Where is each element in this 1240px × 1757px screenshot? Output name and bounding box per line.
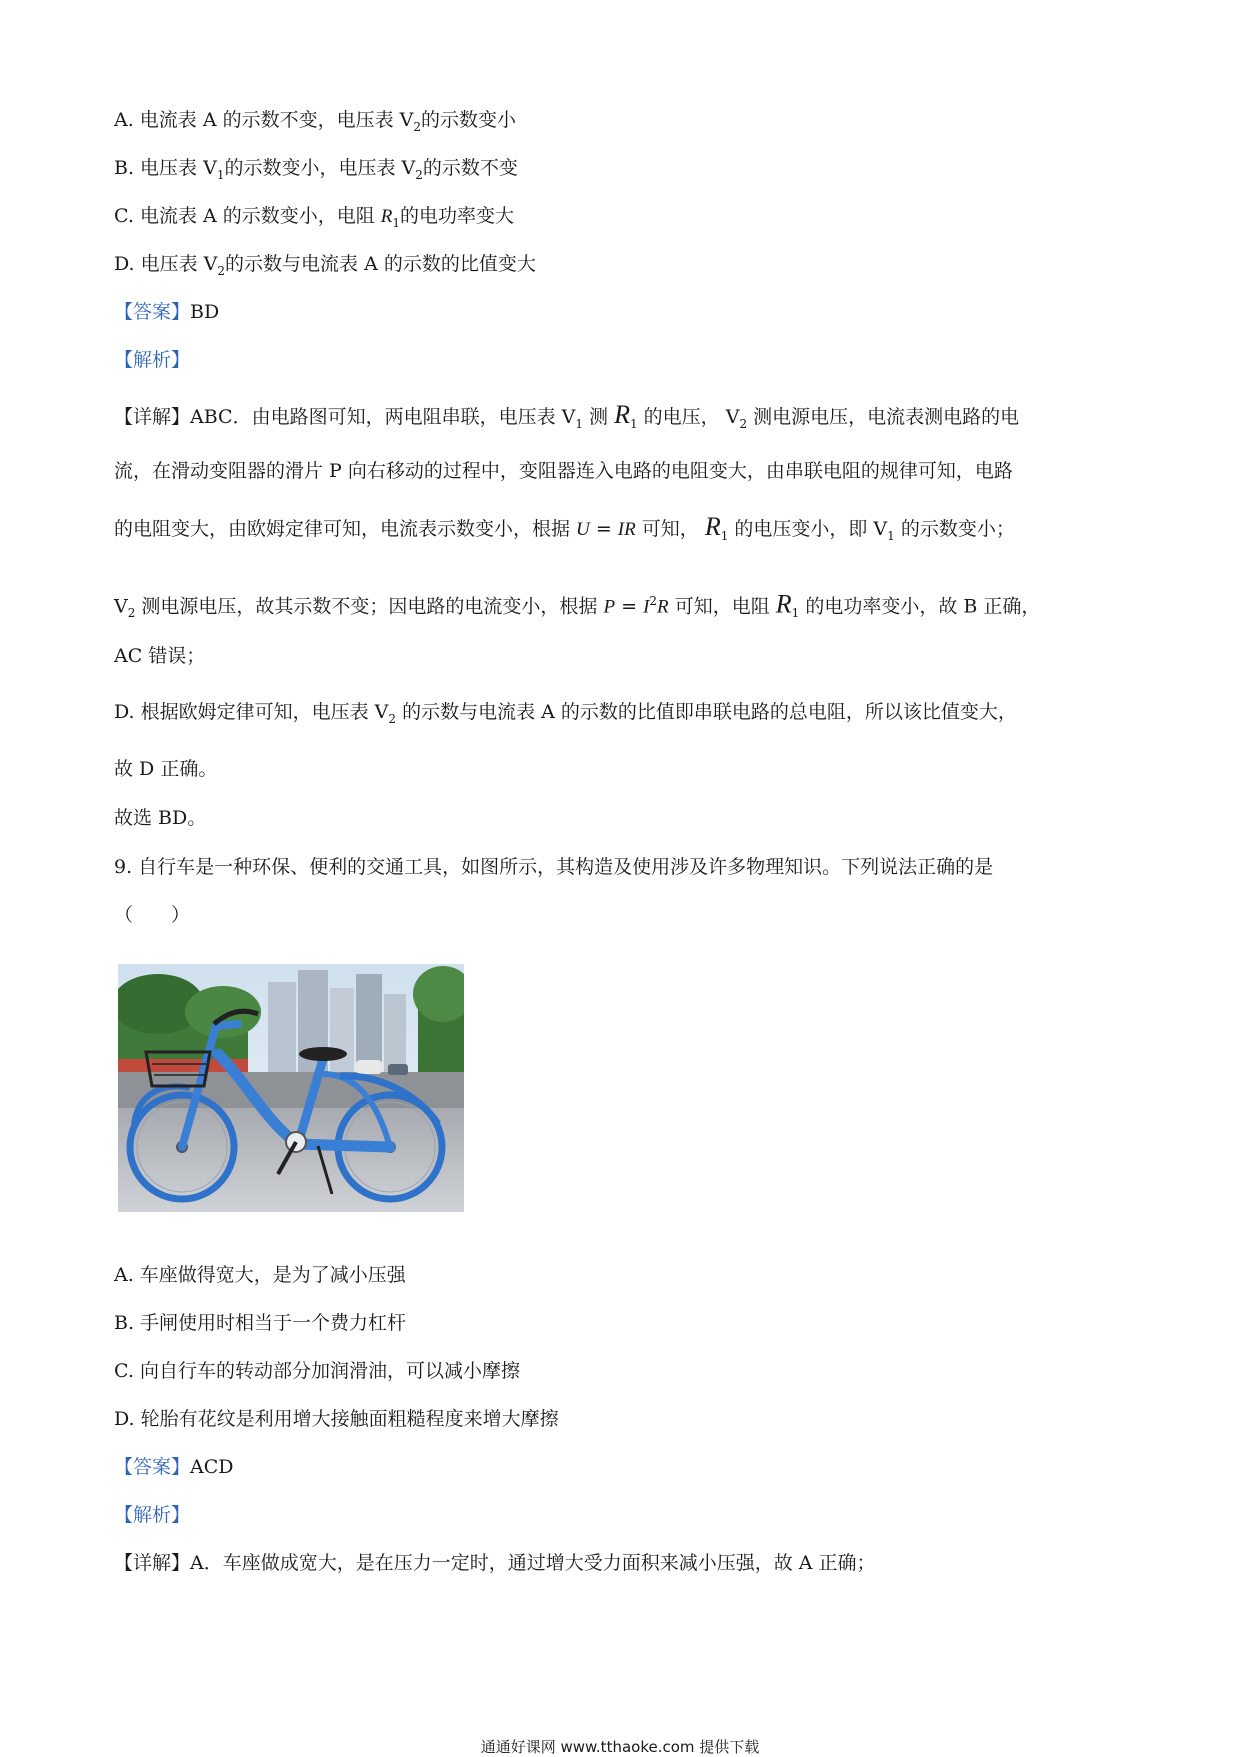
subscript: 1 [720,528,729,543]
q8-option-d [114,251,536,284]
option-a-text-1: A. 电流表 A 的示数不变，电压表 V [114,109,414,131]
equals-sign: = [615,595,644,618]
q8-detail-line-2: 流，在滑动变阻器的滑片 P 向右移动的过程中，变阻器连入电路的电阻变大，由串联电阻的规律可知，电路 [114,460,1013,482]
option-d-text-2: 的示数与电流表 A 的示数的比值变大 [225,253,536,275]
resistor-symbol: R [614,400,630,429]
q8-option-b [114,155,518,188]
subscript: 2 [388,711,397,726]
current-resistance-symbol: IR [617,519,636,540]
subscript: 1 [392,215,401,230]
q8-detail-line-6 [114,699,1017,732]
detail-text: 可知，电阻 [668,595,776,618]
detail-text: ABC．由电路图可知，两电阻串联，电压表 V [190,406,576,428]
q8-detail-line-7: 故 D 正确。 [114,758,218,780]
q8-option-a [114,107,516,140]
detail-text: V [114,595,128,618]
q9-option-a: A. 车座做得宽大，是为了减小压强 [114,1264,406,1286]
q8-detail-line-8: 故选 BD。 [114,807,207,829]
detail-text: 的电功率变小，故 B 正确， [799,595,1041,618]
equals-sign: = [589,518,618,540]
q9-analysis-tag: 【解析】 [114,1504,191,1526]
option-b-text-2: 的示数变小，电压表 V [224,157,416,179]
q8-detail-line-3 [114,514,1015,549]
option-b-text-3: 的示数不变 [422,157,518,179]
q9-option-d: D. 轮胎有花纹是利用增大接触面粗糙程度来增大摩擦 [114,1408,559,1430]
subscript: 1 [575,416,583,431]
resistor-symbol: R [657,596,669,618]
detail-tag: 【详解】 [114,1552,191,1574]
option-c-text-2: 的电功率变大 [400,205,515,227]
superscript: 2 [649,594,658,608]
subscript: 2 [415,167,423,182]
answer-tag: 【答案】 [114,301,191,323]
answer-tag: 【答案】 [114,1456,191,1478]
q8-option-c [114,203,514,236]
option-b-text-1: B. 电压表 V [114,157,217,179]
detail-text: D. 根据欧姆定律可知，电压表 V [114,701,389,723]
q8-detail-line-4 [114,588,1040,626]
detail-text: A．车座做成宽大，是在压力一定时，通过增大受力面积来减小压强，故 A 正确； [190,1552,876,1574]
detail-text: 可知， [635,518,705,540]
power-symbol: P [603,596,616,618]
bicycle-photo [118,964,464,1212]
detail-text: 测 [583,406,615,428]
q9-option-c: C. 向自行车的转动部分加润滑油，可以减小摩擦 [114,1360,520,1382]
subscript: 1 [791,606,800,621]
option-c-text-1: C. 电流表 A 的示数变小，电阻 [114,205,381,227]
subscript: 2 [217,263,226,278]
detail-text: 测电源电压，故其示数不变；因电路的电流变小，根据 [135,595,604,618]
q8-answer [114,299,219,325]
detail-text: 的示数变小； [894,518,1015,540]
page-footer: 通通好课网 www.tthaoke.com 提供下载 [480,1738,760,1756]
subscript: 1 [216,167,225,182]
q8-analysis-tag: 【解析】 [114,349,191,371]
detail-text: 的示数与电流表 A 的示数的比值即串联电路的总电阻，所以该比值变大， [396,701,1017,723]
q8-detail-line-5: AC 错误； [114,645,206,667]
option-a-text-2: 的示数变小 [421,109,517,131]
detail-text: 的电压， V [637,406,740,428]
q9-stem: 9. 自行车是一种环保、便利的交通工具，如图所示，其构造及使用涉及许多物理知识。下列说法正确的是 [114,856,994,878]
resistor-symbol: R [704,512,721,541]
subscript: 1 [887,528,895,543]
detail-text: 的电阻变大，由欧姆定律可知，电流表示数变小，根据 [114,518,577,540]
resistor-symbol: R [775,589,792,619]
detail-tag: 【详解】 [114,406,191,428]
q9-detail [114,1550,876,1576]
detail-text: 的电压变小，即 V [728,518,888,540]
answer-value: BD [190,301,220,323]
resistor-symbol: R [380,206,393,227]
detail-text: 测电源电压，电流表测电路的电 [747,406,1020,428]
q8-detail-line-1 [114,402,1019,437]
q9-answer-blank: （ ） [114,904,191,926]
subscript: 2 [739,416,748,431]
current-symbol: I [643,596,650,618]
q9-option-b: B. 手闸使用时相当于一个费力杠杆 [114,1312,407,1334]
subscript: 2 [413,119,422,134]
answer-value: ACD [190,1456,234,1478]
voltage-symbol: U [576,519,590,540]
subscript: 1 [629,416,638,431]
option-d-text-1: D. 电压表 V [114,253,218,275]
q9-answer [114,1454,234,1480]
subscript: 2 [127,606,136,621]
